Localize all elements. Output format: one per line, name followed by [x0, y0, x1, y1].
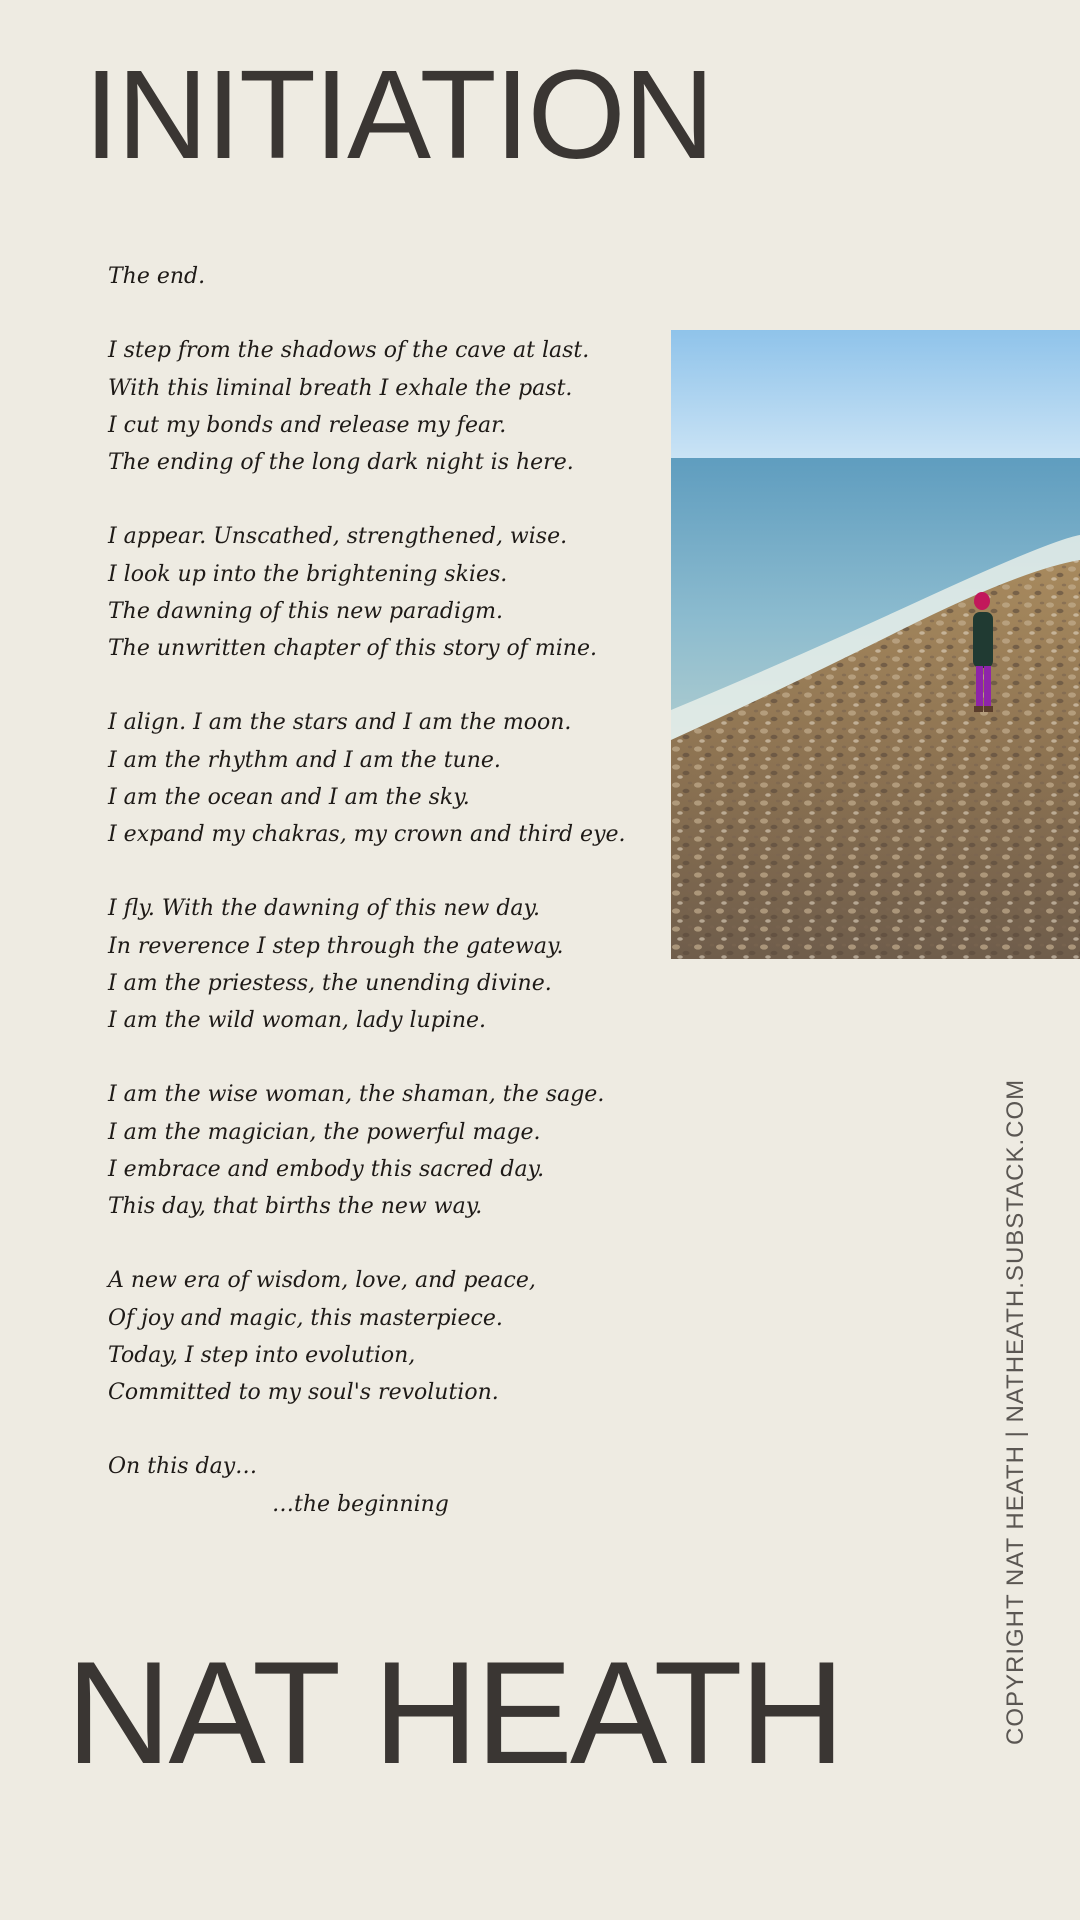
- poem-closing: …the beginning: [272, 1491, 449, 1517]
- poem-line: I am the wise woman, the shaman, the sage.: [108, 1082, 605, 1108]
- poem-opening: The end.: [108, 264, 206, 289]
- poem-line: The ending of the long dark night is here.: [108, 450, 574, 475]
- poem-line: I am the wild woman, lady lupine.: [108, 1008, 487, 1033]
- poem-line: I embrace and embody this sacred day.: [108, 1156, 545, 1182]
- poem-line: I step from the shadows of the cave at last.: [108, 338, 590, 364]
- copyright-notice: COPYRIGHT NAT HEATH | NATHEATH.SUBSTACK.COM: [1002, 1078, 1029, 1745]
- poem-line: Of joy and magic, this masterpiece.: [108, 1305, 503, 1331]
- poem-line: I am the priestess, the unending divine.: [108, 970, 552, 996]
- poem-body: [108, 258, 668, 1523]
- poem-line: With this liminal breath I exhale the past.: [108, 375, 573, 401]
- poem-line: I fly. With the dawning of this new day.: [108, 896, 541, 922]
- beach-photo: [671, 330, 1080, 959]
- poem-line: The unwritten chapter of this story of mine.: [108, 636, 597, 661]
- poem-line: I am the rhythm and I am the tune.: [108, 747, 501, 773]
- poem-line: This day, that births the new way.: [108, 1194, 483, 1219]
- poem-line: I appear. Unscathed, strengthened, wise.: [108, 524, 568, 550]
- poem-final-line: On this day…: [108, 1454, 258, 1480]
- poem-line: In reverence I step through the gateway.: [108, 933, 564, 959]
- poem-line: The dawning of this new paradigm.: [108, 598, 503, 624]
- poem-line: I look up into the brightening skies.: [108, 561, 508, 587]
- poem-title: INITIATION: [84, 44, 713, 185]
- poem-line: I cut my bonds and release my fear.: [108, 412, 507, 438]
- poem-line: Today, I step into evolution,: [108, 1342, 416, 1368]
- poem-line: Committed to my soul's revolution.: [108, 1380, 499, 1405]
- author-name: NAT HEATH: [66, 1631, 843, 1794]
- poem-line: I am the ocean and I am the sky.: [108, 784, 470, 810]
- poem-line: I am the magician, the powerful mage.: [108, 1119, 541, 1145]
- poem-line: A new era of wisdom, love, and peace,: [108, 1268, 536, 1294]
- poem-line: I expand my chakras, my crown and third eye.: [108, 822, 626, 847]
- poem-line: I align. I am the stars and I am the moon.: [108, 710, 572, 736]
